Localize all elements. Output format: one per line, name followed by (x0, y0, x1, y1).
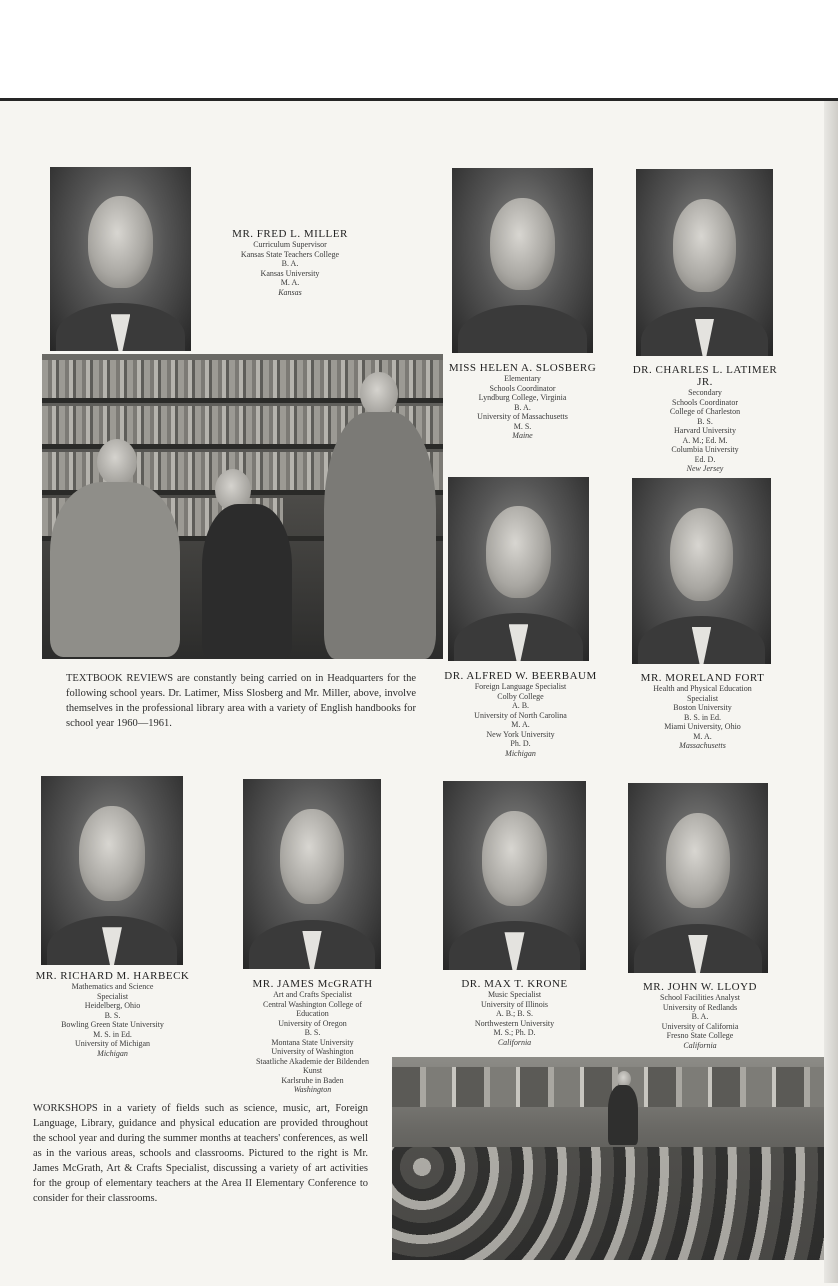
caption-line: University of Massachusetts (477, 412, 568, 421)
caption-beerbaum (443, 670, 598, 758)
portrait-harbeck (41, 776, 183, 965)
person-name: MR. MORELAND FORT (640, 672, 765, 684)
caption-fort (620, 672, 785, 751)
caption-line: Specialist (686, 693, 719, 703)
person-name: MR. JAMES McGRATH (252, 978, 373, 990)
caption-latimer (625, 364, 785, 474)
caption-line: Kunst (302, 1066, 323, 1075)
person-state: Michigan (505, 748, 536, 758)
caption-line: Education (296, 1009, 329, 1018)
person-state: California (683, 1040, 717, 1050)
caption-line: University of Redlands (662, 1002, 738, 1012)
caption-line: Secondary (688, 388, 722, 397)
portrait-lloyd (628, 783, 768, 973)
caption-line: College of Charleston (669, 407, 741, 416)
caption-mcgrath (225, 978, 400, 1095)
caption-line: Ed. D. (694, 454, 716, 464)
person-state: Massachusetts (679, 741, 726, 750)
caption-line: New York University (486, 729, 555, 739)
person-name: MR. FRED L. MILLER (232, 228, 348, 240)
caption-line: University of Illinois (480, 999, 549, 1009)
caption-line: Schools Coordinator (672, 397, 738, 407)
caption-line: B. S. (104, 1010, 121, 1020)
person-name: DR. MAX T. KRONE (461, 978, 568, 990)
caption-line: Columbia University (671, 445, 739, 454)
person-state: Michigan (97, 1048, 128, 1058)
person-name: MR. JOHN W. LLOYD (643, 981, 757, 993)
caption-line: B. S. in Ed. (684, 712, 721, 722)
caption-line: Lyndburg College, Virginia (478, 393, 567, 402)
caption-line: Staatliche Akademie der Bildenden (255, 1056, 370, 1066)
caption-line: Heidelberg, Ohio (84, 1001, 141, 1010)
caption-line: University of Michigan (74, 1039, 151, 1048)
caption-line: Boston University (673, 703, 732, 712)
portrait-krone (443, 781, 586, 970)
caption-line: Kansas University (260, 268, 320, 278)
caption-line: M. A. (511, 720, 530, 729)
caption-line: Northwestern University (474, 1018, 555, 1028)
caption-line: Mathematics and Science (71, 982, 154, 991)
caption-line: School Facilities Analyst (660, 993, 740, 1002)
caption-line: M. A. (693, 731, 712, 741)
caption-miller (205, 228, 375, 297)
caption-line: M. S. (513, 421, 532, 431)
portrait-slosberg (452, 168, 593, 353)
caption-line: Miami University, Ohio (664, 722, 741, 731)
caption-line: Specialist (96, 991, 129, 1001)
person-state: Kansas (278, 287, 302, 297)
caption-line: Health and Physical Education (653, 684, 752, 693)
person-state: California (497, 1037, 532, 1047)
caption-line: Music Specialist (487, 990, 542, 999)
workshops-paragraph: WORKSHOPS in a variety of fields such as science, music, art, Foreign Language, Library, guidance and physical education are provided throughout the school year and during the summer months at teachers' conferences, as well as in the various areas, schools and classrooms. Pictured to the right is Mr. James McGrath, Art & Crafts Specialist, discussing a variety of art activities for the group of elementary teachers at the Area II Elementary Conference to consider for their classrooms. (33, 1103, 368, 1204)
textbook-reviews-paragraph: TEXTBOOK REVIEWS are constantly being carried on in Headquarters for the following school years. Dr. Latimer, Miss Slosberg and Mr. Miller, above, involve themselves in the professional library area with a variety of English handbooks for school year 1960—1961. (66, 673, 416, 729)
caption-line: Foreign Language Specialist (474, 682, 567, 691)
caption-line: B. S. (697, 416, 713, 426)
person-name: MR. RICHARD M. HARBECK (35, 970, 190, 982)
portrait-mcgrath (243, 779, 381, 969)
caption-line: M. S.; Ph. D. (493, 1028, 536, 1037)
portrait-miller (50, 167, 191, 351)
caption-line: Schools Coordinator (489, 383, 556, 393)
caption-line: Kansas State Teachers College (240, 249, 340, 259)
caption-line: Fresno State College (666, 1031, 734, 1040)
caption-line: M. S. in Ed. (93, 1029, 132, 1039)
caption-line: Colby College (497, 691, 544, 701)
caption-line: B. A. (691, 1012, 709, 1021)
page-edge (824, 101, 838, 1283)
person-state: New Jersey (686, 464, 724, 473)
caption-line: A. M.; Ed. M. (682, 435, 728, 445)
caption-slosberg (445, 362, 600, 441)
caption-krone (437, 978, 592, 1047)
portrait-beerbaum (448, 477, 589, 661)
portrait-latimer (636, 169, 773, 356)
person-name: DR. ALFRED W. BEERBAUM (444, 670, 597, 682)
caption-line: Art and Crafts Specialist (273, 990, 352, 999)
caption-line: University of Oregon (278, 1018, 347, 1028)
person-state: Maine (512, 431, 533, 440)
library-photo (42, 354, 443, 659)
caption-line: Curriculum Supervisor (253, 240, 327, 249)
workshop-photo (392, 1057, 824, 1260)
caption-line: Karlsruhe in Baden (281, 1075, 344, 1085)
caption-line: Elementary (504, 374, 541, 383)
caption-line: A. B. (511, 701, 530, 710)
caption-line: University of California (661, 1021, 739, 1031)
caption-line: Ph. D. (510, 739, 531, 748)
caption-line: Harvard University (674, 426, 736, 435)
caption-lloyd (620, 981, 780, 1050)
caption-line: Bowling Green State University (61, 1020, 164, 1029)
caption-line: B. A. (514, 402, 531, 412)
caption-line: Central Washington College of (263, 999, 362, 1009)
caption-line: B. S. (304, 1028, 321, 1037)
person-name: DR. CHARLES L. LATIMER JR. (632, 364, 778, 388)
portrait-fort (632, 478, 771, 664)
caption-harbeck (30, 970, 195, 1058)
caption-line: Montana State University (271, 1037, 354, 1047)
caption-line: A. B.; B. S. (495, 1009, 534, 1018)
person-name: MISS HELEN A. SLOSBERG (448, 362, 597, 374)
caption-line: M. A. (280, 278, 300, 287)
caption-line: University of Washington (271, 1047, 354, 1056)
caption-line: University of North Carolina (474, 710, 567, 720)
person-state: Washington (293, 1085, 332, 1094)
caption-line: B. A. (281, 259, 299, 268)
